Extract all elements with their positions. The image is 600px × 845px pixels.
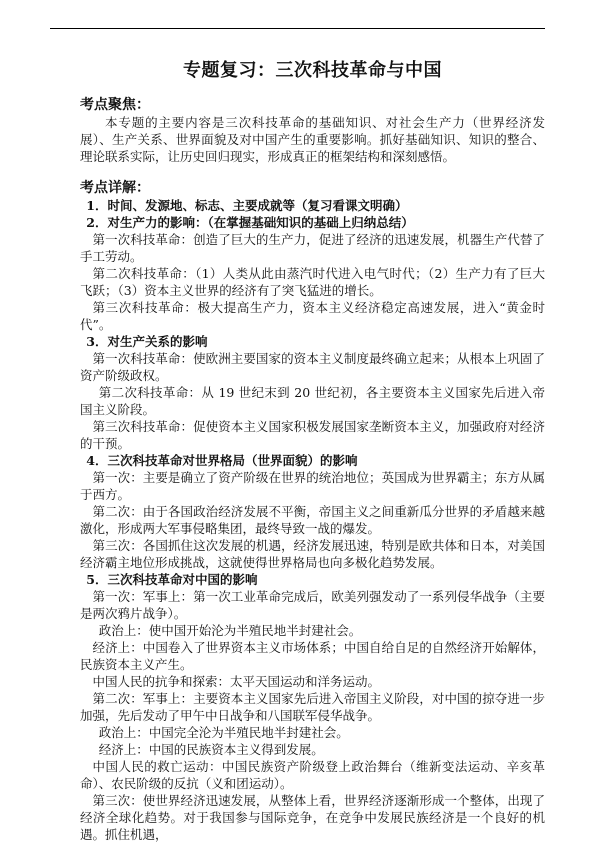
focus-heading: 考点聚焦： [80,97,150,113]
section-item-heading: 1．时间、发源地、标志、主要成就等（复习看课文明确） [86,198,408,213]
detail-line: 经济上：中国的民族资本主义得到发展。 [98,742,324,757]
page-title: 专题复习：三次科技革命与中国 [183,60,442,81]
detail-line: 第一次：军事上：第一次工业革命完成后，欧美列强发动了一系列侵华战争（主要是两次鸦片战争）。 [80,589,545,621]
details-heading: 考点详解： [80,180,150,196]
detail-line: 第二次科技革命：（1）人类从此由蒸汽时代进入电气时代；（2）生产力有了巨大飞跃；（3）资本主义世界的经济有了突飞猛进的增长。 [80,266,545,298]
section-gap [80,165,545,179]
detail-line: 政治上：使中国开始沦为半殖民地半封建社会。 [98,623,362,638]
detail-line: 第一次科技革命：创造了巨大的生产力，促进了经济的迅速发展，机器生产代替了手工劳动。 [80,232,545,264]
detail-line: 第一次：主要是确立了资产阶级在世界的统治地位；英国成为世界霸主；东方从属于西方。 [80,470,545,502]
section-item-heading: 2．对生产力的影响：（在掌握基础知识的基础上归纳总结） [86,215,414,230]
section-item-heading: 3．对生产关系的影响 [86,334,208,349]
detail-line: 中国人民的抗争和探索：太平天国运动和洋务运动。 [92,674,381,689]
detail-line: 第三次：使世界经济迅速发展，从整体上看，世界经济逐渐形成一个整体，出现了经济全球化趋势。对于我国参与国际竞争，在竞争中发展民族经济是一个良好的机遇。抓住机遇， [80,793,545,842]
detail-line: 第三次科技革命：极大提高生产力，资本主义经济稳定高速发展，进入“黄金时代”。 [80,300,545,332]
detail-line: 第二次：由于各国政治经济发展不平衡，帝国主义之间重新瓜分世界的矛盾越来越激化，形成两大军事侵略集团，最终导致一战的爆发。 [80,504,545,536]
detail-line: 经济上：中国卷入了世界资本主义市场体系；中国自给自足的自然经济开始解体，民族资本主义产生。 [80,640,545,672]
detail-line: 第二次科技革命：从 19 世纪末到 20 世纪初，各主要资本主义国家先后进入帝国主义阶段。 [80,385,545,417]
top-rule [50,28,545,29]
section-item-heading: 4．三次科技革命对世界格局（世界面貌）的影响 [86,453,358,468]
detail-line: 第一次科技革命：使欧洲主要国家的资本主义制度最终确立起来；从根本上巩固了资产阶级政权。 [80,351,545,383]
details-body [80,197,545,843]
document-page [80,56,545,843]
detail-line: 第二次：军事上：主要资本主义国家先后进入帝国主义阶段，对中国的掠夺进一步加强，先后发动了甲午中日战争和八国联军侵华战争。 [80,691,545,723]
detail-line: 第三次科技革命：促使资本主义国家积极发展国家垄断资本主义，加强政府对经济的干预。 [80,419,545,451]
detail-line: 政治上：中国完全沦为半殖民地半封建社会。 [98,725,349,740]
focus-paragraph: 本专题的主要内容是三次科技革命的基础知识、对社会生产力（世界经济发展）、生产关系、世界面貌及对中国产生的重要影响。抓好基础知识、知识的整合、理论联系实际，让历史回归现实，形成真正的框架结构和深刻感悟。 [80,115,545,164]
detail-line: 中国人民的救亡运动：中国民族资产阶级登上政治舞台（维新变法运动、辛亥革命）、农民阶级的反抗（义和团运动）。 [80,759,545,791]
section-item-heading: 5．三次科技革命对中国的影响 [86,572,258,587]
detail-line: 第三次：各国抓住这次发展的机遇，经济发展迅速，特别是欧共体和日本，对美国经济霸主地位形成挑战，这就使得世界格局也向多极化趋势发展。 [80,538,545,570]
